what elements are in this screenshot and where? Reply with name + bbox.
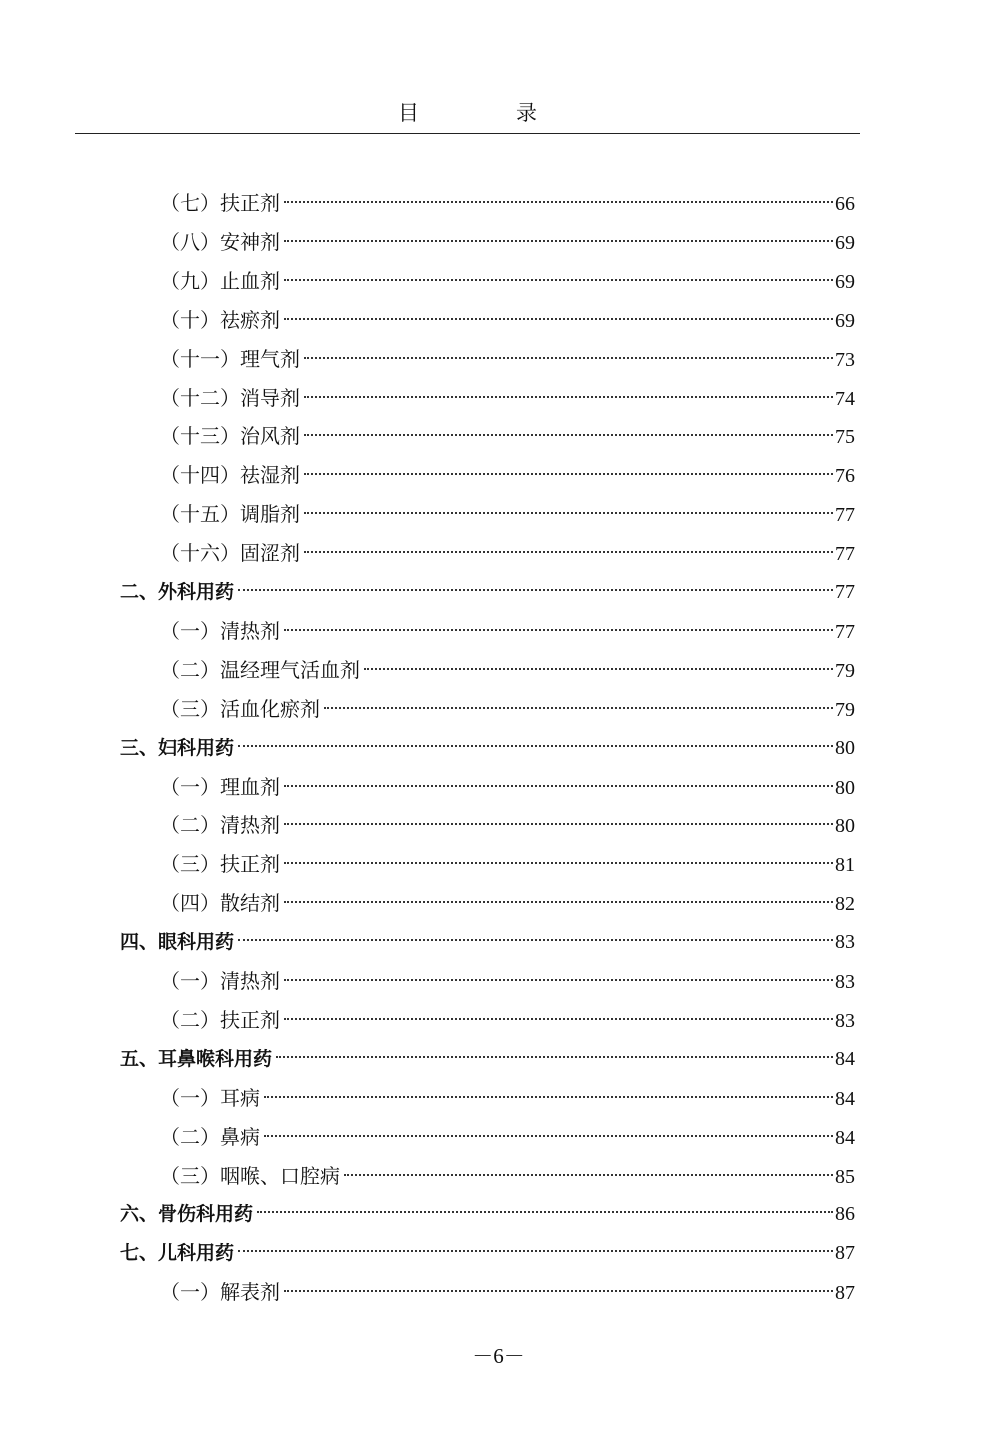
- dot-leader: [284, 979, 833, 981]
- toc-entry-page: 77: [835, 543, 855, 566]
- toc-entry-label: （一）清热剂: [160, 969, 280, 993]
- toc-entry-label: （一）清热剂: [160, 618, 280, 643]
- toc-entry-page: 83: [835, 931, 855, 954]
- toc-subsection-entry[interactable]: [160, 534, 855, 572]
- toc-subsection-entry[interactable]: [160, 1273, 855, 1311]
- page-title: 目 录: [398, 101, 575, 125]
- dot-leader: [304, 473, 833, 475]
- page-number: －6－: [472, 1344, 525, 1368]
- dot-leader: [264, 1135, 833, 1137]
- toc-entry-page: 80: [835, 736, 855, 759]
- dot-leader: [238, 939, 833, 941]
- dot-leader: [284, 318, 833, 320]
- dot-leader: [284, 1018, 833, 1020]
- toc-subsection-entry[interactable]: [160, 184, 855, 222]
- toc-entry-page: 84: [835, 1126, 855, 1149]
- toc-subsection-entry[interactable]: [160, 301, 855, 339]
- toc-subsection-entry[interactable]: [160, 768, 855, 806]
- toc-subsection-entry[interactable]: [160, 456, 855, 494]
- toc-entry-label: （七）扶正剂: [160, 191, 280, 215]
- toc-entry-page: 66: [835, 193, 855, 215]
- toc-entry-page: 80: [835, 815, 855, 838]
- toc-subsection-entry[interactable]: [160, 806, 855, 844]
- dot-leader: [238, 589, 833, 591]
- toc-subsection-entry[interactable]: [160, 262, 855, 300]
- toc-entry-label: （三）活血化瘀剂: [160, 696, 320, 721]
- dot-leader: [264, 1096, 833, 1098]
- toc-entry-label: 五、耳鼻喉科用药: [120, 1047, 273, 1070]
- toc-subsection-entry[interactable]: [160, 612, 855, 650]
- dot-leader: [284, 785, 833, 787]
- toc-entry-label: （二）温经理气活血剂: [160, 657, 360, 682]
- dot-leader: [284, 629, 833, 631]
- toc-entry-page: 77: [835, 504, 855, 527]
- toc-entry-label: （二）扶正剂: [160, 1007, 280, 1032]
- toc-entry-label: （八）安神剂: [160, 229, 280, 254]
- dot-leader: [304, 434, 833, 436]
- toc-entry-page: 80: [835, 776, 855, 799]
- toc-subsection-entry[interactable]: [160, 1001, 855, 1039]
- toc-entry-label: （二）鼻病: [160, 1124, 260, 1149]
- toc-entry-page: 87: [835, 1282, 855, 1305]
- dot-leader: [284, 201, 833, 203]
- dot-leader: [284, 901, 833, 903]
- dot-leader: [324, 707, 833, 709]
- toc-entry-label: 四、眼科用药: [120, 931, 235, 954]
- toc-entry-page: 76: [835, 465, 855, 488]
- dot-leader: [304, 357, 833, 359]
- toc-subsection-entry[interactable]: [160, 417, 855, 455]
- toc-entry-label: （一）耳病: [160, 1085, 260, 1110]
- toc-entry-page: 83: [835, 971, 855, 993]
- dot-leader: [238, 1250, 833, 1252]
- toc-entry-label: （三）咽喉、口腔病: [160, 1163, 340, 1188]
- toc-section-entry[interactable]: [120, 923, 855, 961]
- toc-subsection-entry[interactable]: [160, 495, 855, 533]
- dot-leader: [257, 1211, 833, 1213]
- toc-entry-label: （十五）调脂剂: [160, 502, 300, 527]
- toc-entry-page: 77: [835, 581, 855, 603]
- toc-subsection-entry[interactable]: [160, 884, 855, 922]
- dot-leader: [304, 396, 833, 398]
- toc-entry-page: 85: [835, 1165, 855, 1188]
- dot-leader: [284, 823, 833, 825]
- toc-entry-label: 七、儿科用药: [120, 1242, 235, 1265]
- toc-section-entry[interactable]: [120, 1234, 855, 1272]
- toc-entry-page: 77: [835, 620, 855, 643]
- toc-entry-page: 69: [835, 309, 855, 332]
- toc-entry-page: 69: [835, 231, 855, 254]
- dot-leader: [238, 745, 833, 747]
- toc-entry-label: 三、妇科用药: [120, 736, 235, 759]
- toc-entry-page: 82: [835, 893, 855, 916]
- toc-subsection-entry[interactable]: [160, 1157, 855, 1195]
- toc-entry-label: （三）扶正剂: [160, 852, 280, 877]
- dot-leader: [344, 1174, 833, 1176]
- toc-entry-page: 86: [835, 1203, 855, 1226]
- toc-section-entry[interactable]: [120, 729, 855, 767]
- toc-subsection-entry[interactable]: [160, 1079, 855, 1117]
- toc-entry-page: 87: [835, 1242, 855, 1265]
- toc-entry-page: 84: [835, 1047, 855, 1070]
- dot-leader: [284, 862, 833, 864]
- page-header: [75, 96, 860, 134]
- toc-entry-label: （十四）祛湿剂: [160, 463, 300, 488]
- toc-entry-label: （二）清热剂: [160, 813, 280, 838]
- toc-entry-label: 二、外科用药: [120, 581, 235, 603]
- toc-subsection-entry[interactable]: [160, 340, 855, 378]
- toc-entry-page: 73: [835, 348, 855, 371]
- dot-leader: [284, 240, 833, 242]
- toc-section-entry[interactable]: [120, 1195, 855, 1233]
- toc-entry-label: （一）理血剂: [160, 774, 280, 799]
- toc-entry-page: 79: [835, 698, 855, 721]
- toc-entry-label: （十）祛瘀剂: [160, 307, 280, 332]
- toc-entry-label: （四）散结剂: [160, 891, 280, 916]
- toc-entry-label: （一）解表剂: [160, 1280, 280, 1305]
- toc-entry-label: （十二）消导剂: [160, 385, 300, 410]
- toc-section-entry[interactable]: [120, 573, 855, 611]
- dot-leader: [364, 668, 833, 670]
- toc-entry-label: （九）止血剂: [160, 268, 280, 293]
- toc-entry-page: 81: [835, 854, 855, 877]
- toc-entry-page: 84: [835, 1087, 855, 1110]
- toc-entry-page: 83: [835, 1009, 855, 1032]
- dot-leader: [276, 1056, 833, 1058]
- toc-entry-page: 74: [835, 387, 855, 410]
- toc-section-entry[interactable]: [120, 1040, 855, 1078]
- toc-subsection-entry[interactable]: [160, 223, 855, 261]
- toc-entry-page: 79: [835, 659, 855, 682]
- dot-leader: [284, 1290, 833, 1292]
- dot-leader: [304, 551, 833, 553]
- toc-subsection-entry[interactable]: [160, 690, 855, 728]
- toc-entry-label: 六、骨伤科用药: [120, 1203, 254, 1226]
- toc-entry-label: （十三）治风剂: [160, 424, 300, 449]
- toc-subsection-entry[interactable]: [160, 1118, 855, 1156]
- toc-subsection-entry[interactable]: [160, 962, 855, 1000]
- toc-subsection-entry[interactable]: [160, 379, 855, 417]
- toc-subsection-entry[interactable]: [160, 651, 855, 689]
- dot-leader: [304, 512, 833, 514]
- toc-subsection-entry[interactable]: [160, 845, 855, 883]
- toc-entry-page: 69: [835, 270, 855, 293]
- toc-entry-page: 75: [835, 426, 855, 449]
- toc-entry-label: （十一）理气剂: [160, 346, 300, 371]
- dot-leader: [284, 279, 833, 281]
- toc-entry-label: （十六）固涩剂: [160, 541, 300, 566]
